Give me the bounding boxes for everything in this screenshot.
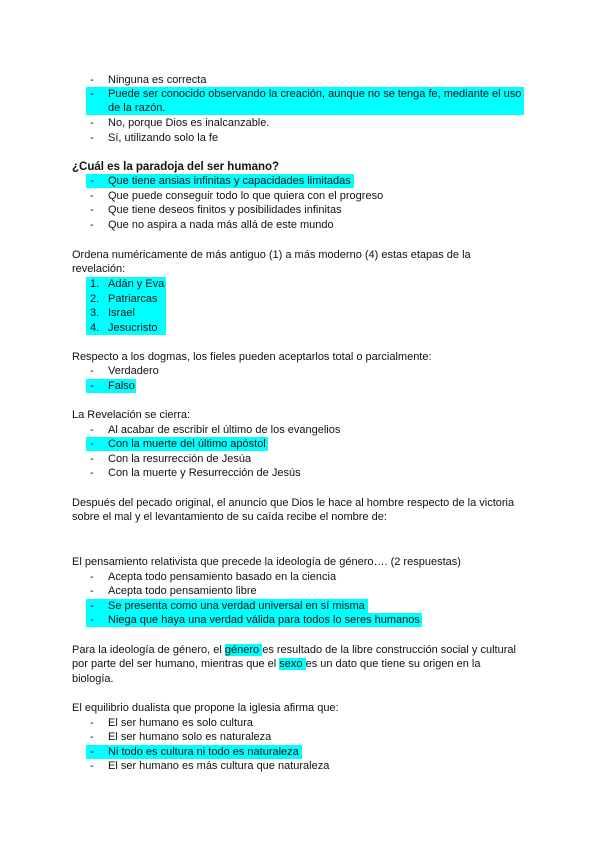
bullet-dash: - [90,117,94,129]
option-text: El ser humano es solo cultura [108,717,253,729]
bullet-dash: - [90,614,94,626]
question-text-cont: sobre el mal y el levantamiento de su caída recibe el nombre de: [72,511,387,523]
option-text: Con la muerte y Resurrección de Jesús [108,467,301,479]
question-text: El equilibrio dualista que propone la iglesia afirma que: [72,702,339,714]
bullet-dash: - [90,731,94,743]
list-item: Israel [108,307,135,319]
option-text: Con la resurrección de Jesúa [108,453,252,465]
question-text-cont: revelación: [72,263,126,275]
bullet-dash: - [90,88,94,100]
bullet-dash: - [90,132,94,144]
option-text: Sí, utilizando solo la fe [108,132,219,144]
option-text: No, porque Dios es inalcanzable. [108,117,270,129]
paragraph-text: es un dato que tiene su origen en la [305,658,481,670]
question-text: Ordena numéricamente de más antiguo (1) a más moderno (4) estas etapas de la [72,249,471,261]
option-text-highlighted: Se presenta como una verdad universal en sí misma [108,600,365,612]
question-text: El pensamiento relativista que precede la ideología de género…. (2 respuestas) [72,556,461,568]
list-number: 4. [90,322,100,334]
option-text-highlighted: Que tiene ansias infinitas y capacidades limitadas [108,175,351,187]
option-text-highlighted: Puede ser conocido observando la creación, aunque no se tenga fe, mediante el uso [108,88,522,100]
option-text: Al acabar de escribir el último de los evangelios [108,424,341,436]
bullet-dash: - [90,74,94,86]
option-text: Acepta todo pensamiento basado en la ciencia [108,571,337,583]
highlighted-word: género [224,644,263,656]
option-text-highlighted-cont: de la razón. [108,102,166,114]
list-number: 3. [90,307,100,319]
option-text: Que puede conseguir todo lo que quiera con el progreso [108,190,384,202]
option-text: Que no aspira a nada más allá de este mundo [108,219,334,231]
paragraph-line [72,643,516,657]
bullet-dash: - [90,380,94,392]
bullet-dash: - [90,467,94,479]
bullet-dash: - [90,424,94,436]
list-item: Jesucristo [108,322,158,334]
list-number: 1. [90,278,100,290]
bullet-dash: - [90,746,94,758]
paragraph-line [72,657,481,671]
option-text-highlighted: Con la muerte del último apóstol [108,438,266,450]
bullet-dash: - [90,175,94,187]
highlighted-word: sexo [279,658,306,670]
bullet-dash: - [90,600,94,612]
bullet-dash: - [90,571,94,583]
question-text: Respecto a los dogmas, los fieles pueden aceptarlos total o parcialmente: [72,351,432,363]
bullet-dash: - [90,365,94,377]
bullet-dash: - [90,585,94,597]
list-number: 2. [90,293,100,305]
list-item: Patriarcas [108,293,158,305]
option-text-highlighted: Ni todo es cultura ni todo es naturaleza [108,746,299,758]
option-text: Verdadero [108,365,159,377]
option-text: Ninguna es correcta [108,74,207,86]
list-item: Adán y Eva [108,278,165,290]
bullet-dash: - [90,190,94,202]
question-heading: ¿Cuál es la paradoja del ser humano? [72,161,280,173]
bullet-dash: - [90,438,94,450]
paragraph-text: es resultado de la libre construcción social y cultural [262,644,516,656]
bullet-dash: - [90,453,94,465]
bullet-dash: - [90,219,94,231]
paragraph-text: Para la ideología de género, el [72,644,225,656]
bullet-dash: - [90,204,94,216]
paragraph-text: por parte del ser humano, mientras que el [72,658,280,670]
option-text: El ser humano solo es naturaleza [108,731,272,743]
option-text: El ser humano es más cultura que naturaleza [108,760,330,772]
option-text-highlighted: Niega que haya una verdad válida para todos lo seres humanos [108,614,420,626]
paragraph-line: biología. [72,673,114,685]
bullet-dash: - [90,717,94,729]
option-text-highlighted: Falso [108,380,135,392]
option-text: Acepta todo pensamiento libre [108,585,257,597]
question-text: Después del pecado original, el anuncio que Dios le hace al hombre respecto de la victoria [72,497,515,509]
question-text: La Revelación se cierra: [72,409,191,421]
option-text: Que tiene deseos finitos y posibilidades infinitas [108,204,342,216]
bullet-dash: - [90,760,94,772]
